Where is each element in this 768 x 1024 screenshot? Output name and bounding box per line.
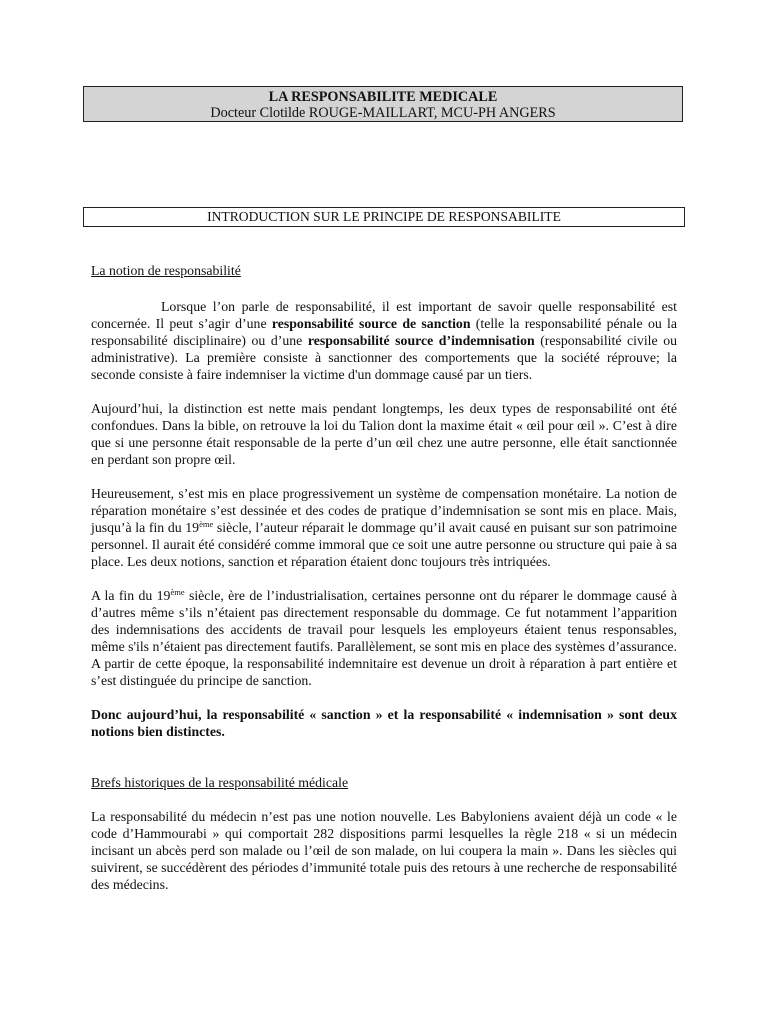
superscript: ème: [199, 519, 214, 529]
document-author: Docteur Clotilde ROUGE-MAILLART, MCU-PH ANGERS: [210, 105, 556, 121]
text-run: Heureusement, s’est mis en place progressivement un système de compensation monétaire. La notion de réparation monétaire s’est dessinée et des codes de pratique d’indemnisation se sont mis en place. Mais, jusqu’à la fin du 19: [91, 486, 677, 535]
text-run: A la fin du 19: [91, 588, 171, 603]
text-run: (telle la responsabilité pénale ou la responsabilité disciplinaire) ou d’une: [91, 316, 677, 348]
paragraph-1: [91, 298, 677, 383]
document-body: [91, 262, 677, 893]
bold-run: responsabilité source d’indemnisation: [307, 333, 535, 348]
superscript: ème: [170, 587, 185, 597]
paragraph-2: Aujourd’hui, la distinction est nette mais pendant longtemps, les deux types de responsabilité ont été confondues. Dans la bible, on retrouve la loi du Talion dont la maxime était « œil pour œil ». C’est à dire que si une personne était responsable de la perte d’un œil chez une autre personne, elle était sanctionnée en perdant son propre œil.: [91, 401, 677, 467]
intro-heading-box: [83, 207, 685, 227]
text-run: Lorsque l’on parle de responsabilité, il est important de savoir quelle responsabilité est concernée. Il peut s’agir d’une: [91, 299, 677, 331]
bold-run: responsabilité source de sanction: [271, 316, 471, 331]
section-heading-historique: Brefs historiques de la responsabilité médicale: [91, 775, 349, 790]
title-box: [83, 86, 683, 122]
paragraph-5: A partir de cette époque, la responsabilité indemnitaire est devenue un droit à réparation à part entière et s’est distinguée du principe de sanction.: [91, 656, 677, 688]
document-title: LA RESPONSABILITE MEDICALE: [268, 89, 498, 105]
paragraph-3: [91, 485, 677, 570]
text-run: siècle, l’auteur réparait le dommage qu’il avait causé en puisant sur son patrimoine personnel. Il aurait été considéré comme immoral que ce soit une autre personne ou structure qui paie à sa place. Les deux notions, sanction et réparation étaient donc toujours très intriquées.: [91, 520, 677, 569]
intro-heading: INTRODUCTION SUR LE PRINCIPE DE RESPONSABILITE: [207, 209, 561, 224]
paragraph-historique: La responsabilité du médecin n’est pas une notion nouvelle. Les Babyloniens avaient déjà un code « le code d’Hammourabi » qui comportait 282 dispositions parmi lesquelles la règle 218 « si un médecin incisant un abcès perd son malade ou l’œil de son malade, on lui coupera la main ». Dans les siècles qui suivirent, se succédèrent des périodes d’immunité totale puis des retours à une recherche de responsabilité des médecins.: [91, 809, 677, 892]
paragraph-conclusion: Donc aujourd’hui, la responsabilité « sanction » et la responsabilité « indemnisation » sont deux notions bien distinctes.: [91, 707, 677, 739]
text-run: (responsabilité civile ou administrative). La première consiste à sanctionner des comportements que la société réprouve; la seconde consiste à faire indemniser la victime d'un dommage causé par un tiers.: [91, 333, 677, 382]
paragraph-4: [91, 587, 677, 655]
section-heading-notion: La notion de responsabilité: [91, 263, 241, 278]
text-run: siècle, ère de l’industrialisation, certaines personne ont du réparer le dommage causé à d’autres même s’ils n’étaient pas directement responsable du dommage. Ce fut notamment l’apparition des indemnisations des accidents de travail pour lesquels les employeurs étaient tenus responsables, même s'ils n’étaient pas directement fautifs. Parallèlement, se sont mis en place des systèmes d’assurance.: [91, 588, 677, 654]
